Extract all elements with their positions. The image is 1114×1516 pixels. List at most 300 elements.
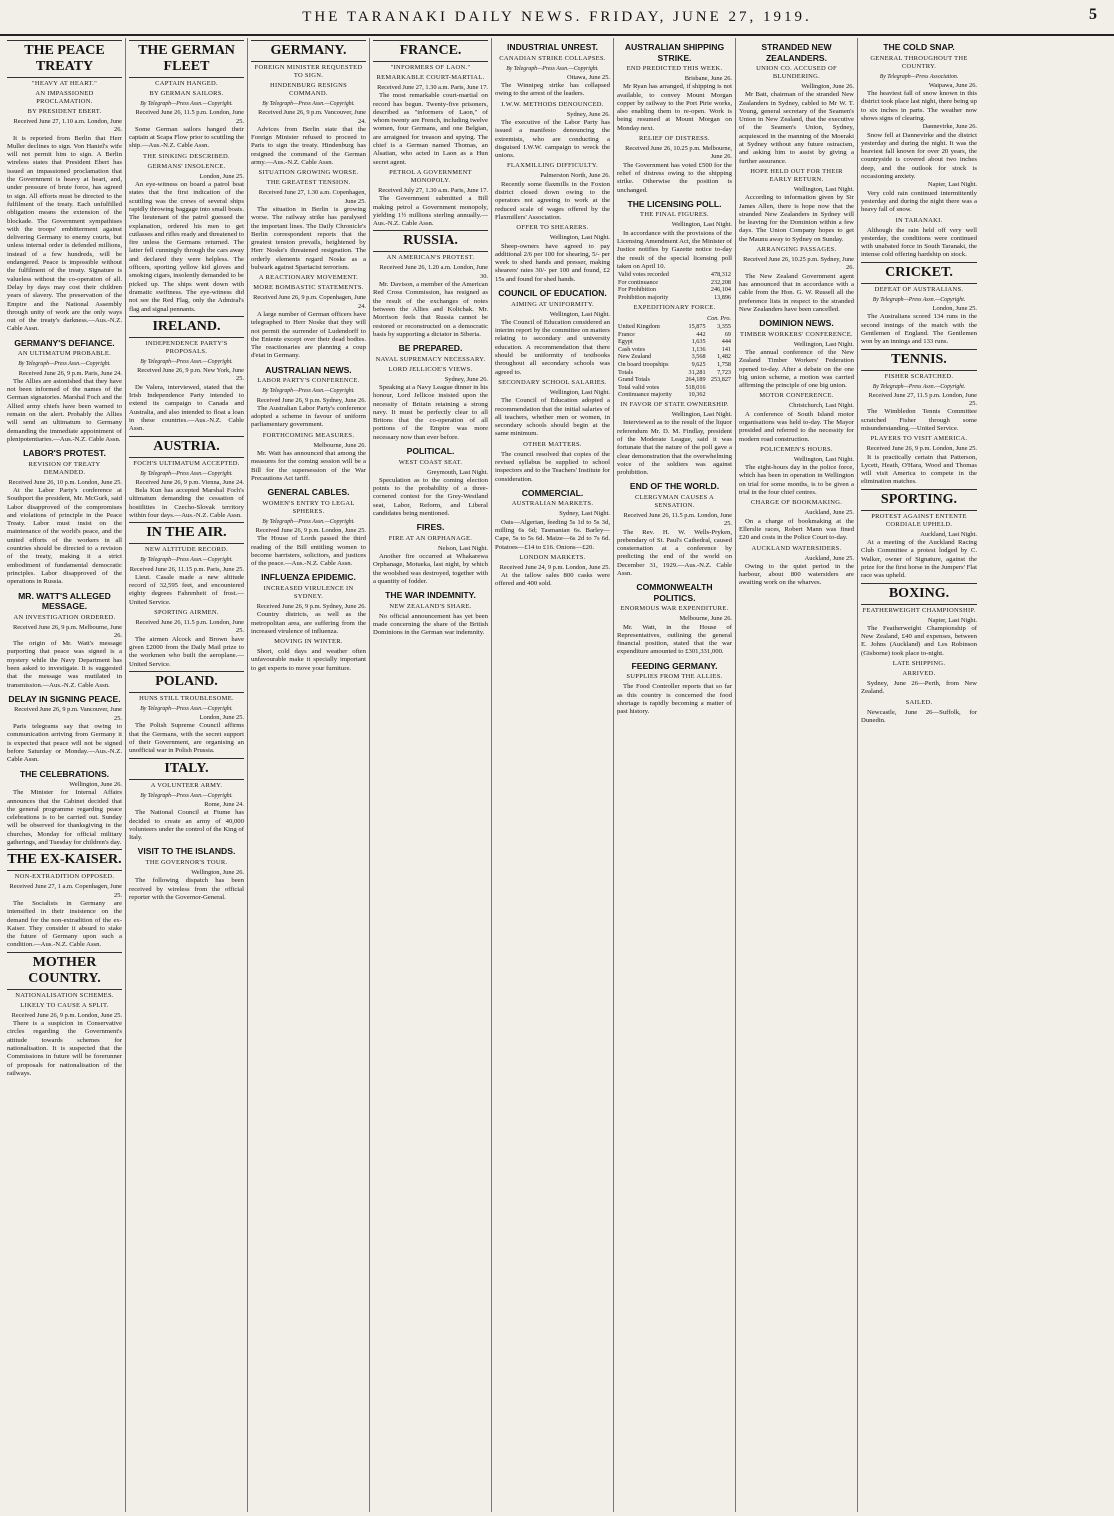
dateline: Dannevirke, June 26. [922,123,977,131]
dateline: Received June 26, 1.20 a.m. London, June 30. [379,264,488,280]
dateline: Received June 27, 11.5 p.m. London, June 25. [868,391,977,408]
section-heading: VISIT TO THE ISLANDS. [137,846,236,857]
column-7 [736,38,858,1512]
subheading: THE GOVERNOR'S TOUR. [145,858,228,866]
dateline: Received June 26, 9 p.m. Sydney, June 26. [256,396,366,404]
table-row [617,294,732,302]
dateline: Auckland, Last Night. [920,530,977,538]
table-row [617,353,732,361]
subheading: SUPPLIES FROM THE ALLIES. [626,673,723,681]
headline: IN THE AIR. [129,522,244,544]
dateline: Melbourne, June 26. [679,615,732,623]
dateline: Auckland, June 25. [804,554,854,562]
subheading: THE GREATEST TENSION. [266,179,351,187]
headline: GERMANY. [251,40,366,62]
subheading: I.W.W. METHODS DENOUNCED. [501,100,604,108]
column-1 [4,38,126,1512]
article-body: The Wimbledon Tennis Committee scratched Fisher through some misunderstanding.—United Service. [861,408,977,432]
row-label: New Zealand [618,353,652,361]
section-heading: DELAY IN SIGNING PEACE. [8,693,121,704]
subheading: CLERGYMAN CAUSES A SENSATION. [634,493,715,509]
subheading: A REACTIONARY MOVEMENT. [258,274,359,282]
article-body: No official announcement has yet been made concerning the share of the British Dominions in the German war indemnity. [373,612,488,637]
subheading: FEATHERWEIGHT CHAMPIONSHIP. [862,606,976,614]
article-body: Owing to the quiet period in the harbour, about 800 watersiders are awaiting work on the wharves. [739,562,854,587]
section-heading: COUNCIL OF EDUCATION. [498,288,607,299]
article-body: The most remarkable court-martial on record has begun. Twenty-five prisoners, described as "informers of Laon," of whom twenty are French, including twelve women, four Germans, and one Belgian, are arraigned for treason and spying. The chief is a German named Thomas, an Alsatian, who acted in Laon as a Hun secret agent. [373,92,488,166]
subheading: MOVING IN WINTER. [274,638,343,646]
dateline: Wellington, Last Night. [549,310,610,318]
article-body: The airmen Alcock and Brown have given £2000 from the Daily Mail prize to the workmen who built the aeroplane.—United Service. [129,635,244,668]
headline: MOTHER COUNTRY. [7,952,122,990]
press-credit: By Telegraph—Press Assn.—Copyright. [506,65,599,72]
headline: THE EX-KAISER. [7,849,122,871]
row-label: Prohibition majority [618,293,669,301]
article-body: At the tallow sales 800 casks were offered and 400 sold. [495,572,610,588]
dateline: Wellington, June 26. [191,868,244,876]
subheading: RELIEF OF DISTRESS. [639,135,710,143]
results-table [617,271,732,301]
article-body: Advices from Berlin state that the Foreign Minister refused to proceed to Paris to sign the treaty. Hindenburg has resigned the command of the German army.—Aus.-N.Z. Cable Assn. [251,125,366,167]
subheading: A VOLUNTEER ARMY. [150,781,223,789]
dateline: Christchurch, Last Night. [789,402,854,410]
article-body: The Rev. H. W. Wells-Pryken, prebendary of St. Paul's Cathedral, caused consternation at a conference by predicting the end of the world on December 31, 1929.—Aus.-N.Z. Cable Assn. [617,528,732,577]
dateline: Sydney, Last Night. [559,510,610,518]
section-heading: INDUSTRIAL UNREST. [506,42,599,52]
dateline: Rome, June 24. [204,800,244,808]
row-value: 232,208 [710,278,731,286]
article-body: Newcastle, June 26—Suffolk, for Dunedin. [861,708,977,724]
subheading: IN TARANAKI. [895,216,943,224]
section-heading: DOMINION NEWS. [759,318,834,329]
article-body: The Government has voted £500 for the relief of distress owing to the shipping strike. Otherwise the position is unchanged. [617,161,732,194]
dateline: Palmerston North, June 26. [540,172,610,180]
article-body: A conference of South Island motor organisations was held to-day. The Mayor presided and referred to the necessity for modern road construction. [739,410,854,443]
section-heading: INFLUENZA EPIDEMIC. [261,572,356,583]
dateline: Received June 26, 10.25 p.m. Sydney, June 26. [743,256,854,272]
column-8 [858,38,980,1512]
subheading: OTHER MATTERS. [523,440,582,448]
dateline: Received June 26, 11.5 p.m. London, June 25. [135,619,244,635]
article-body: The Winnipeg strike has collapsed owing to the arrest of the leaders. [495,82,610,98]
dateline: Wellington, Last Night. [793,340,854,348]
subheading: GERMANS' INSOLENCE. [147,162,226,170]
subheading: INCREASED VIRULENCE IN SYDNEY. [263,584,354,600]
subheading: REVISION OF TREATY DEMANDED. [28,460,101,476]
table-row [617,286,732,294]
subheading: INDEPENDENCE PARTY'S PROPOSALS. [145,339,228,355]
headline: SPORTING. [861,489,977,511]
article-body: Paris telegrams say that owing to communication arriving from Germany it is expected that peace will not be signed before Saturday or Monday.—Aus.-N.Z. Cable Assn. [7,723,122,764]
dateline: Received June 26, 9 p.m. London, June 25. [11,1011,122,1019]
subheading: CHARGE OF BOOKMAKING. [750,499,843,507]
article-body: The Featherweight Championship of New Zealand, £40 and expenses, between E. Johns (Auckland) and Les Robinson (Gisborne) took place to-night. [861,624,977,657]
headline: THE PEACE TREATY [7,40,122,78]
table-row [617,361,732,369]
row-value: 3,568 [691,353,706,361]
subheading: SECONDARY SCHOOL SALARIES. [498,378,607,386]
subheading: AUCKLAND WATERSIDERS. [751,544,842,552]
dateline: Received June 26, 9 p.m. Vancouver, June 25. [14,706,122,722]
section-heading: THE COLD SNAP. [883,42,955,52]
section-heading: FIRES. [416,522,445,533]
article-body: Very cold rain continued intermittently yesterday and during the night there was a heavy fall of snow. [861,189,977,214]
dateline: Received June 26, 9 p.m. London, June 25. [866,445,977,453]
dateline: Wellington, Last Night. [671,221,732,229]
row-value: 444 [721,338,731,346]
article-body: Short, cold days and weather often unfavourable make it specially important to get experts to move your furniture. [251,648,366,672]
dateline: Received June 26, 11.5 p.m. London, June 25. [135,109,244,125]
row-value: 253,827 [710,376,731,384]
section-heading: BE PREPARED. [398,343,463,354]
section-heading: THE LICENSING POLL. [627,198,722,209]
press-credit: By Telegraph—Press Assn.—Copyright. [140,358,233,365]
dateline: Received June 27, 1.30 a.m. Copenhagen, June 25. [258,189,366,205]
subheading: THE SINKING DESCRIBED. [143,152,230,160]
article-body: De Valera, interviewed, stated that the Irish Independence Party intended to extend its campaign to Canada and Australia, and also intended to float a loan in these countries.—Aus.-N.Z. Cable Assn. [129,383,244,433]
article-body: The House of Lords passed the third reading of the Bill entitling women to become barristers, solicitors, and justices of the peace.—Aus.-N.Z. Cable Assn. [251,535,366,568]
row-value: 478,312 [710,271,731,279]
subheading: AN IMPASSIONED PROCLAMATION. [35,90,94,105]
article-body: It is practically certain that Patterson, Lycett, Heath, O'Hara, Wood and Thomas will visit America to compete in the elimination matches. [861,453,977,486]
table-row [617,384,732,392]
subheading: SPORTING AIRMEN. [154,609,219,617]
section-heading: AUSTRALIAN NEWS. [265,364,352,375]
subheading: AN ULTIMATUM PROBABLE. [17,350,112,358]
row-value: 1,635 [691,338,706,346]
subheading: LABOR PARTY'S CONFERENCE. [257,377,360,385]
dateline: Received June 26, 10 p.m. London, June 25. [8,478,122,486]
article-body: Speculation as to the coming election points to the probability of a three-cornered contest for the Grey-Westland seat, Labor, Reform, and Liberal candidates being mentioned. [373,476,488,517]
dateline: London, June 25. [199,172,244,180]
article-body: The situation in Berlin is growing worse. The railway strike has paralysed the important lines. The Daily Chronicle's Berlin correspondent reports that the greatest tension prevails, heightened by Herr Noske's threatened resignation. The orderly elements regard Noske as a bulwark against Spartacist terrorism. [251,205,366,272]
column-3 [248,38,370,1512]
subheading: UNION CO. ACCUSED OF BLUNDERING. [756,65,837,80]
subheading: SITUATION GROWING WORSE. [258,169,359,177]
article-body: Mr Batt, chairman of the stranded New Zealanders in Sydney, cabled to Mr W. T. Young, general secretary of the Seamen's Union in New Zealand, that the executive of the Seamen's Union, Sydney, acquiesced in the manning of the Moeraki at Sydney without any future ostracism, and asking him to assist by giving a further assurance. [739,91,854,165]
press-credit: By Telegraph—Press Assn.—Copyright. [262,101,355,107]
section-heading: FEEDING GERMANY. [631,660,718,671]
subheading: DEFEAT OF AUSTRALIANS. [874,285,964,293]
headline: ITALY. [129,758,244,780]
row-value: 69 [724,330,731,338]
masthead-title: THE TARANAKI DAILY NEWS. FRIDAY, JUNE 27, 1919. [302,8,812,25]
article-body: The New Zealand Government agent has announced that in accordance with a cable from the Hon. G. W. Russell all the preference lists in respect to the stranded New Zealanders have been cancelled. [739,272,854,313]
dateline: Received July 27, 1.30 a.m. Paris, June 17. [378,186,488,194]
subheading: TIMBER WORKERS' CONFERENCE. [740,330,853,338]
subheading: PROTEST AGAINST ENTENTE CORDIALE UPHELD. [871,512,967,528]
article-body: The Socialists in Germany are intensified in their insistence on the demand for the non-extradition of the ex-Kaiser. They consider it absurd to stake the future of Germany upon such a condition.—Aus.-N.Z. Cable Assn. [7,899,122,949]
article-body: In accordance with the provisions of the Licensing Amendment Act, the Minister of Justice notifies by Gazette notice to-day the result of the special licensing poll taken on April 10. [617,229,732,270]
dateline: Received June 26, 11.5 p.m. London, June 25. [623,511,732,528]
article-body: At a meeting of the Auckland Racing Club Committee a protest lodged by C. Walker, owner of Signature, against the prize for the first horse in the Jumpers' Flat race was upheld. [861,539,977,580]
press-credit: By Telegraph—Press Assn.—Copyright. [872,296,966,303]
column-5 [492,38,614,1512]
subheading: NEW ALTITUDE RECORD. [144,546,229,554]
article-body: The council resolved that copies of the revised syllabus be supplied to school inspectors and to the Teachers' Institute for consideration. [495,450,610,483]
subheading: REMARKABLE COURT-MARTIAL. [376,74,485,81]
headline: CRICKET. [861,262,977,284]
subheading: GENERAL THROUGHOUT THE COUNTRY. [870,54,968,70]
dateline: Sydney, June 26. [566,110,610,118]
press-credit: By Telegraph—Press Assn.—Copyright. [262,388,355,395]
article-body: The eight-hours day in the police force, which has been in operation in Wellington on trial for some months, is to be given a trial in the four chief centres. [739,464,854,497]
section-heading: THE WAR INDEMNITY. [385,590,476,601]
row-value: 13,896 [713,293,731,301]
article-body: Mr. Watt has announced that among the measures for the coming session will be a Bill for the supersession of the War Precautions Act tariff. [251,450,366,482]
press-credit: By Telegraph—Press Assn.—Copyright. [140,557,233,564]
article-body: Lieut. Casale made a new altitude record of 32,595 feet, and encountered eighty degrees Fahrenheit of frost.—United Service. [129,573,244,606]
article-body: Country districts, as well as the metropolitan area, are suffering from the increased virulence of influenza. [251,611,366,635]
subheading: SAILED. [905,698,933,706]
dateline: Wellington, Last Night. [793,455,854,463]
article-body: Bela Kun has accepted Marshal Foch's ultimatum demanding the cessation of hostilities in Czecho-Slovak territory within four days.—Aus.-N.Z. Cable Assn. [129,487,244,519]
row-value: 31,281 [688,368,706,376]
dateline: Received June 26, 9 p.m. New York, June 25. [137,367,244,383]
row-value [707,391,732,399]
article-body: Mr Ryan has arranged, if shipping is not available, to convey Mount Morgan copper by railway to the Port Pirie works, also enabling them to re-open. Work is being resumed at Mount Morgan on Monday next. [617,83,732,132]
subheading: ARRIVED. [902,670,936,678]
section-heading: AUSTRALIAN SHIPPING STRIKE. [624,42,725,63]
article-body: The National Council at Fiume has decided to create an army of 40,000 volunteers under the control of the King of Italy. [129,809,244,842]
table-caption: Con. Pro. [706,314,731,322]
headline: BOXING. [861,583,977,605]
row-value: 264,189 [685,376,706,384]
headline: POLAND. [129,671,244,693]
subheading: WOMEN'S ENTRY TO LEGAL SPHERES. [262,499,355,515]
subheading: AN INVESTIGATION ORDERED. [13,613,116,621]
subheading: NATIONALISATION SCHEMES. [15,991,114,999]
dateline: Received June 26, 9 p.m. Vienna, June 24. [135,478,244,486]
section-heading: END OF THE WORLD. [629,481,720,492]
newspaper-columns [4,38,1110,1512]
article-body: Some German sailors hanged their captain at Scapa Flow prior to scuttling the ship.—Aus.-N.Z. Cable Assn. [129,125,244,150]
dateline: Received June 26, 9 p.m. Copenhagen, June 24. [253,294,366,310]
subheading: MORE BOMBASTIC STATEMENTS. [253,284,364,292]
press-credit: By Telegraph—Press Association. [879,73,959,80]
press-credit: By Telegraph—Press Assn.—Copyright. [18,361,111,368]
press-credit: By Telegraph—Press Assn.—Copyright. [140,101,233,107]
dateline: Wellington, Last Night. [671,411,732,419]
masthead [0,0,1114,36]
row-value: 246,104 [710,286,731,294]
section-heading: THE CELEBRATIONS. [19,768,110,779]
article-body: Another fire occurred at Whakarewa Orphanage, Motueka, last night, by which the woolshed was destroyed, together with a quantity of fodder. [373,553,488,585]
table-row [617,323,732,331]
row-value: 15,875 [688,323,706,331]
press-credit: By Telegraph—Press Assn.—Copyright. [140,705,233,712]
article-body: On a charge of bookmaking at the Ellerslie races, Robert Mann was fined £20 and costs in the Police Court to-day. [739,517,854,542]
dateline: Received June 26, 9 p.m. Vancouver, June 24. [258,109,366,125]
subheading: "INFORMERS OF LAON." [390,64,471,71]
dateline: Wellington, Last Night. [793,185,854,193]
article-body: According to information given by Sir James Allen, there is hope now that the stranded New Zealanders in Sydney will be leaving for the Dominion within a few days. The Union Company hopes to get the Maunu away to Sydney on Sunday. [739,194,854,243]
dateline: London, June 25. [932,305,977,313]
section-heading: STRANDED NEW ZEALANDERS. [761,42,832,63]
dateline: Wellington, Last Night. [549,234,610,242]
row-label: Totals [618,368,634,376]
row-value: 1,758 [717,361,731,369]
row-value: 141 [721,345,731,353]
subheading: HINDENBURG RESIGNS COMMAND. [269,82,348,97]
dateline: Received June 26, 9 p.m. Paris, June 24. [18,369,122,377]
article-body: The executive of the Labor Party has issued a manifesto denouncing the extremists, who are conducting a disguised I.W.W. campaign to wreck the unions. [495,118,610,160]
subheading: FISHER SCRATCHED. [884,372,954,380]
row-label: Cash votes [618,345,645,353]
table-row [617,369,732,377]
subheading: NAVAL SUPREMACY NECESSARY. [375,355,486,363]
row-label: On board troopships [618,361,669,369]
article-body: The Australians scored 134 runs in the second innings of the match with the Gentlemen of England. The Gentlemen won by an innings and 133 runs. [861,313,977,346]
article-body: The annual conference of the New Zealand Timber Workers' Federation opened to-day. After a debate on the one big union scheme, a motion was carried affirming the principle of one big union. [739,348,854,390]
subheading: FOREIGN MINISTER REQUESTED TO SIGN. [254,64,363,79]
subheading: LATE SHIPPING. [892,660,946,668]
row-value: 10,362 [688,391,706,399]
subheading: OFFER TO SHEARERS. [516,224,589,232]
dateline: Sydney, June 26. [444,375,488,383]
article-body: Sydney, June 26—Perth, from New Zealand. [861,680,977,696]
article-body: The Allies are astonished that they have not been informed of the names of the German signatories. Marshal Foch and the Allied army chiefs have been warned to remain on the alert. Probably the Allies will send an ultimatum to Germany demanding the immediate appointment of plenipotentiaries.—Aus.-N.Z. Cable Assn. [7,377,122,443]
table-row [617,271,732,279]
headline: AUSTRIA. [129,436,244,458]
section-heading: COMMERCIAL. [521,487,584,498]
subheading: ENORMOUS WAR EXPENDITURE. [620,605,729,613]
dateline: Nelson, Last Night. [437,544,488,552]
table-row [617,346,732,354]
results-table [617,314,732,400]
article-body: An eye-witness on board a patrol boat states that the first indication of the scuttling was the crews of several ships rapidly throwing baggage into small boats. The lieutenant of the patrol guessed the explanation, ordered his men to get cutlasses and rifles ready and threatened to fire unless the Germans returned. The latter fell cunningly through the cars away and declared they were helpless. The officers, sporting yellow kid gloves and smoking cigars, insolently demanded to be picked up. The ships went down with dramatic swiftness. The eye-witness did not see the Red Flag, only the Admiral's flag and signal pennants. [129,181,244,313]
subheading: LONDON MARKETS. [519,553,586,561]
dateline: Wellington, June 26. [801,83,854,90]
article-body: The origin of Mr. Watt's message purporting that peace was signed is a mystery while the Navy Department has been asked to investigate. It is suggested that the message was mutilated in transmission.—Aus.-N.Z. Cable Assn. [7,640,122,689]
subheading: LORD JELLICOE'S VIEWS. [388,365,473,373]
subheading: LIKELY TO CAUSE A SPLIT. [20,1001,109,1009]
dateline: Received June 27, 1.10 a.m. London, June 26. [13,118,122,134]
dateline: Napier, Last Night. [927,616,977,624]
row-value: 518,016 [685,383,706,391]
row-label: Valid votes recorded [618,271,669,279]
article-body: There is a suspicion in Conservative circles regarding the Government's attitude towards schemes for nationalisation. It is suspected that the Commissions in future will be forerunner of proposals for nationalisation of the railways. [7,1020,122,1077]
article-body: Mr. Davison, a member of the American Red Cross Commission, has resigned as the result of the exchanges of notes between the Allies and Koltchak. Mr. Morrison feels that Russia cannot be restored or reconstructed on a democratic basis by supporting a dictator in Siberia. [373,281,488,338]
dateline: Received June 27, 1 a.m. Copenhagen, June 25. [9,883,122,899]
subheading: EXPEDITIONARY FORCE. [633,303,716,311]
row-label: Continuance majority [618,391,672,399]
dateline: Auckland, June 25. [804,509,854,517]
table-row [617,331,732,339]
dateline: Wellington, June 26. [69,781,122,788]
subheading: AUSTRALIAN MARKETS. [511,500,594,508]
row-label: Total valid votes [618,383,660,391]
subheading: AIMING AT UNIFORMITY. [511,300,594,308]
subheading: NON-EXTRADITION OPPOSED. [14,873,115,881]
subheading: HUNS STILL TROUBLESOME. [139,694,234,702]
table-row [617,279,732,287]
subheading: CANADIAN STRIKE COLLAPSES. [499,54,606,62]
subheading: MOTOR CONFERENCE. [759,392,834,400]
headline: TENNIS. [861,349,977,371]
subheading: FLAXMILLING DIFFICULTY. [506,162,599,170]
article-body: The Australian Labor Party's conference adopted a scheme in favour of uniform parliamentary government. [251,404,366,429]
section-heading: LABOR'S PROTEST. [23,448,106,459]
press-credit: By Telegraph—Press Assn.—Copyright. [262,518,355,525]
dateline: Received June 24, 9 p.m. London, June 25. [499,563,610,571]
row-value [707,384,732,392]
subheading: FOCH'S ULTIMATUM ACCEPTED. [133,459,240,467]
row-label: Grand Totals [618,376,650,384]
row-label: For Prohibition [618,286,656,294]
dateline: Received June 27, 1.30 a.m. Paris, June 17. [377,84,488,91]
table-row [617,376,732,384]
headline: THE GERMAN FLEET [129,40,244,78]
dateline: Waipawa, June 26. [928,81,977,89]
headline: RUSSIA. [373,230,488,252]
subheading: CAPTAIN HANGED. [155,80,218,87]
article-body: At the Labor Party's conference at Southport the president, Mr. McGurk, said Labor disapproved of the compromises and violations of principle in the Peace Treaty. Labor must insist on the maintenance of the world's peace, and the united efforts of the workers in all countries should be directed to a revision of the treaty, making it a strict embodiment of fundamental democratic principles. Labor disapproved of the operations in Russia. [7,486,122,586]
dateline: Wellington, Last Night. [549,388,610,396]
subheading: IN FAVOR OF STATE OWNERSHIP. [620,401,729,409]
row-value: 9,625 [691,361,706,369]
dateline: London, June 25. [199,714,244,722]
article-body: The Council of Education adopted a recommendation that the initial salaries of all teachers, whether men or women, in secondary schools should begin at the same minimum. [495,397,610,438]
article-body: The following dispatch has been received by wireless from the official reporter with the Governor-General. [129,877,244,901]
row-label: United Kingdom [618,323,660,331]
section-heading: GERMANY'S DEFIANCE. [14,337,115,348]
subheading: HOPE HELD OUT FOR THEIR EARLY RETURN. [750,167,843,183]
article-body: Mr. Watt, in the House of Representatives, outlining the general financial position, stated that the war expenditure amounted to £301,331,000. [617,623,732,656]
article-body: The Government submitted a Bill making petrol a Government monopoly, yielding 1½ millions sterling annually.—Aus.-N.Z. Cable Assn. [373,195,488,228]
subheading: PLAYERS TO VISIT AMERICA. [870,435,968,443]
section-heading: GENERAL CABLES. [267,487,350,498]
row-label: Egypt [618,338,633,346]
article-body: Snow fell at Dannevirke and the district yesterday and during the night. It was the heaviest fall known for over 20 years, the countryside is covered about two inches deep, and the outlook for stock is occasioning anxiety. [861,131,977,181]
press-credit: By Telegraph—Press Assn.—Copyright. [872,383,966,390]
subheading: NEW ZEALAND'S SHARE. [389,602,472,610]
dateline: Received June 26, 9 p.m. Melbourne, June 26. [13,623,122,639]
dateline: Received June 26, 10.25 p.m. Melbourne, June 26. [625,145,732,161]
subheading: ARRANGING PASSAGES. [756,246,837,254]
article-body: Sheep-owners have agreed to pay additional 2/6 per 100 for shearing, 5/- per week to shed hands and presser, making shearers' rates 30/- per 100 and found, £2 15s and found for shed hands. [495,242,610,283]
subheading: FORTHCOMING MEASURES. [262,431,355,439]
article-body: The Council of Education considered an interim report by the committee on matters relating to secondary and university education. A recommendation that there should be uniformity of textbooks throughout all secondary schools was agreed to. [495,318,610,376]
row-label: France [618,330,635,338]
row-label: For continuance [618,278,659,286]
subheading: AN AMERICAN'S PROTEST. [386,254,475,262]
subheading: "HEAVY AT HEART." [31,80,98,87]
article-body: Speaking at a Navy League dinner in his honour, Lord Jellicoe insisted upon the necessity of Britain retaining a strong navy. It must be perfectly clear to all Britons that the co-operation of all portions of the Empire was more necessary now than ever before. [373,383,488,441]
headline: IRELAND. [129,316,244,338]
subheading: PETROL A GOVERNMENT MONOPOLY. [389,168,472,184]
article-body: The Minister for Internal Affairs announces that the Cabinet decided that the general programme regarding peace celebrations is to be carried out. Sunday will be observed for thanksgiving in the churches, Monday for official military gatherings, and Tuesday for children's day. [7,789,122,847]
dateline: Received June 26, 9 p.m. London, June 25. [255,526,366,534]
subheading: WEST COAST SEAT. [398,458,463,466]
section-heading: POLITICAL. [406,446,455,456]
dateline: Received June 26, 9 p.m. Sydney, June 26. [256,602,366,610]
press-credit: By Telegraph—Press Assn.—Copyright. [140,470,233,477]
dateline: Ottawa, June 25. [567,73,610,81]
subheading: FIRE AT AN ORPHANAGE. [388,534,473,542]
table-row [617,338,732,346]
subheading: THE FINAL FIGURES. [640,211,709,219]
column-2 [126,38,248,1512]
column-4 [370,38,492,1512]
article-body: Recently some flaxmills in the Foxton district closed down owing to the operators not agreeing to work at the reduced scale of wages offered by the Flaxmillers' Association. [495,180,610,221]
dateline: Brisbane, June 26. [684,75,732,82]
dateline: Greymouth, Last Night. [426,468,488,476]
article-body: Oats—Algerian, feeding 5s 1d to 5s 3d, milling 6s 6d; Tasmanian 6s. Barley—Cape, 5s to 5s 6d. Maize—6s 2d to 7s 6d. Potatoes—£14 to £16. Onions—£20. [495,518,610,551]
article-body: It is reported from Berlin that Herr Muller declines to sign. Von Haniel's wife will not permit him to sign. A Berlin wireless states that President Ebert has issued an impassioned proclamation that the Government is heavy at heart, and, under pressure of brute force, has agreed to sign. All efforts must be directed to the fulfilment of the treaty. Each unfulfilled obligation means the extension of the blockade. The Government sympathises with the troops' embitterment against delivering Germany to enemy courts, but unless internal order is defended millions, instead of a few hundreds, will be endangered. Peace is impossible without the fulfilment of the treaty. Signature is valueless without the co-operation of all. Delay by days may cost their children years of slavery. The preservation of the Empire and the National Assembly through unity of work are the only ways out of the treaty's darkness.—Aus.-N.Z. Cable Assn. [7,134,122,333]
headline: FRANCE. [373,40,488,62]
article-body: The heaviest fall of snow known in this district took place last night, there being up to six inches in parts. The weather now shows signs of clearing. [861,90,977,122]
